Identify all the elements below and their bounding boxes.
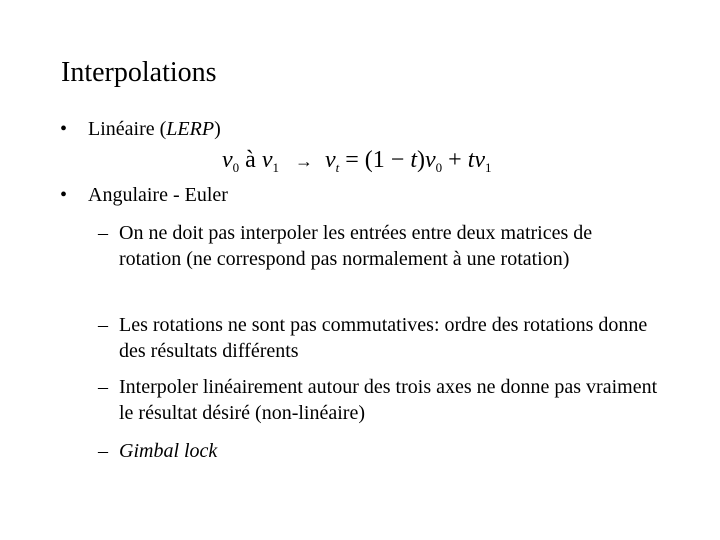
formula-vt: v [324, 147, 336, 173]
bullet-euler [60, 182, 228, 208]
sub-bullet-text: On ne doit pas interpoler les entrées entre deux matrices de rotation (ne correspond pas normalement à une rotation) [119, 222, 593, 270]
sub-bullet [98, 220, 658, 272]
dash-marker: – [98, 440, 108, 462]
formula-a: à [239, 147, 262, 173]
sub-bullet [98, 312, 658, 364]
formula-eq: = (1 − [339, 147, 411, 173]
bullet-euler-text: Angulaire - Euler [88, 184, 228, 206]
bullet-lerp-suffix: ) [214, 118, 221, 140]
formula-v0b: v [424, 147, 436, 173]
bullet-lerp-prefix: Linéaire ( [88, 118, 167, 140]
lerp-formula: $v_0$ à $v_1 \to v_t = (1 - t)v_0 + tv_1$ [222, 147, 492, 175]
dash-marker: – [98, 376, 108, 398]
formula-v1: v [261, 147, 273, 173]
sub-bullet-text: Les rotations ne sont pas commutatives: ordre des rotations donne des résultats différents [119, 314, 648, 362]
sub-bullet [98, 438, 658, 464]
arrow-icon: → [294, 151, 313, 171]
sub-bullet-text: Interpoler linéairement autour des trois axes ne donne pas vraiment le résultat désiré (non-linéaire) [119, 376, 658, 424]
bullet-marker: • [60, 118, 68, 140]
formula-v0: v [222, 147, 233, 173]
bullet-lerp [60, 116, 221, 142]
sub-bullet-text: Gimbal lock [119, 440, 218, 462]
sub-bullet [98, 374, 658, 426]
dash-marker: – [98, 222, 108, 244]
slide-title: Interpolations [61, 57, 217, 88]
dash-marker: – [98, 314, 108, 336]
bullet-marker: • [60, 184, 68, 206]
bullet-lerp-emphasis: LERP [166, 118, 215, 140]
